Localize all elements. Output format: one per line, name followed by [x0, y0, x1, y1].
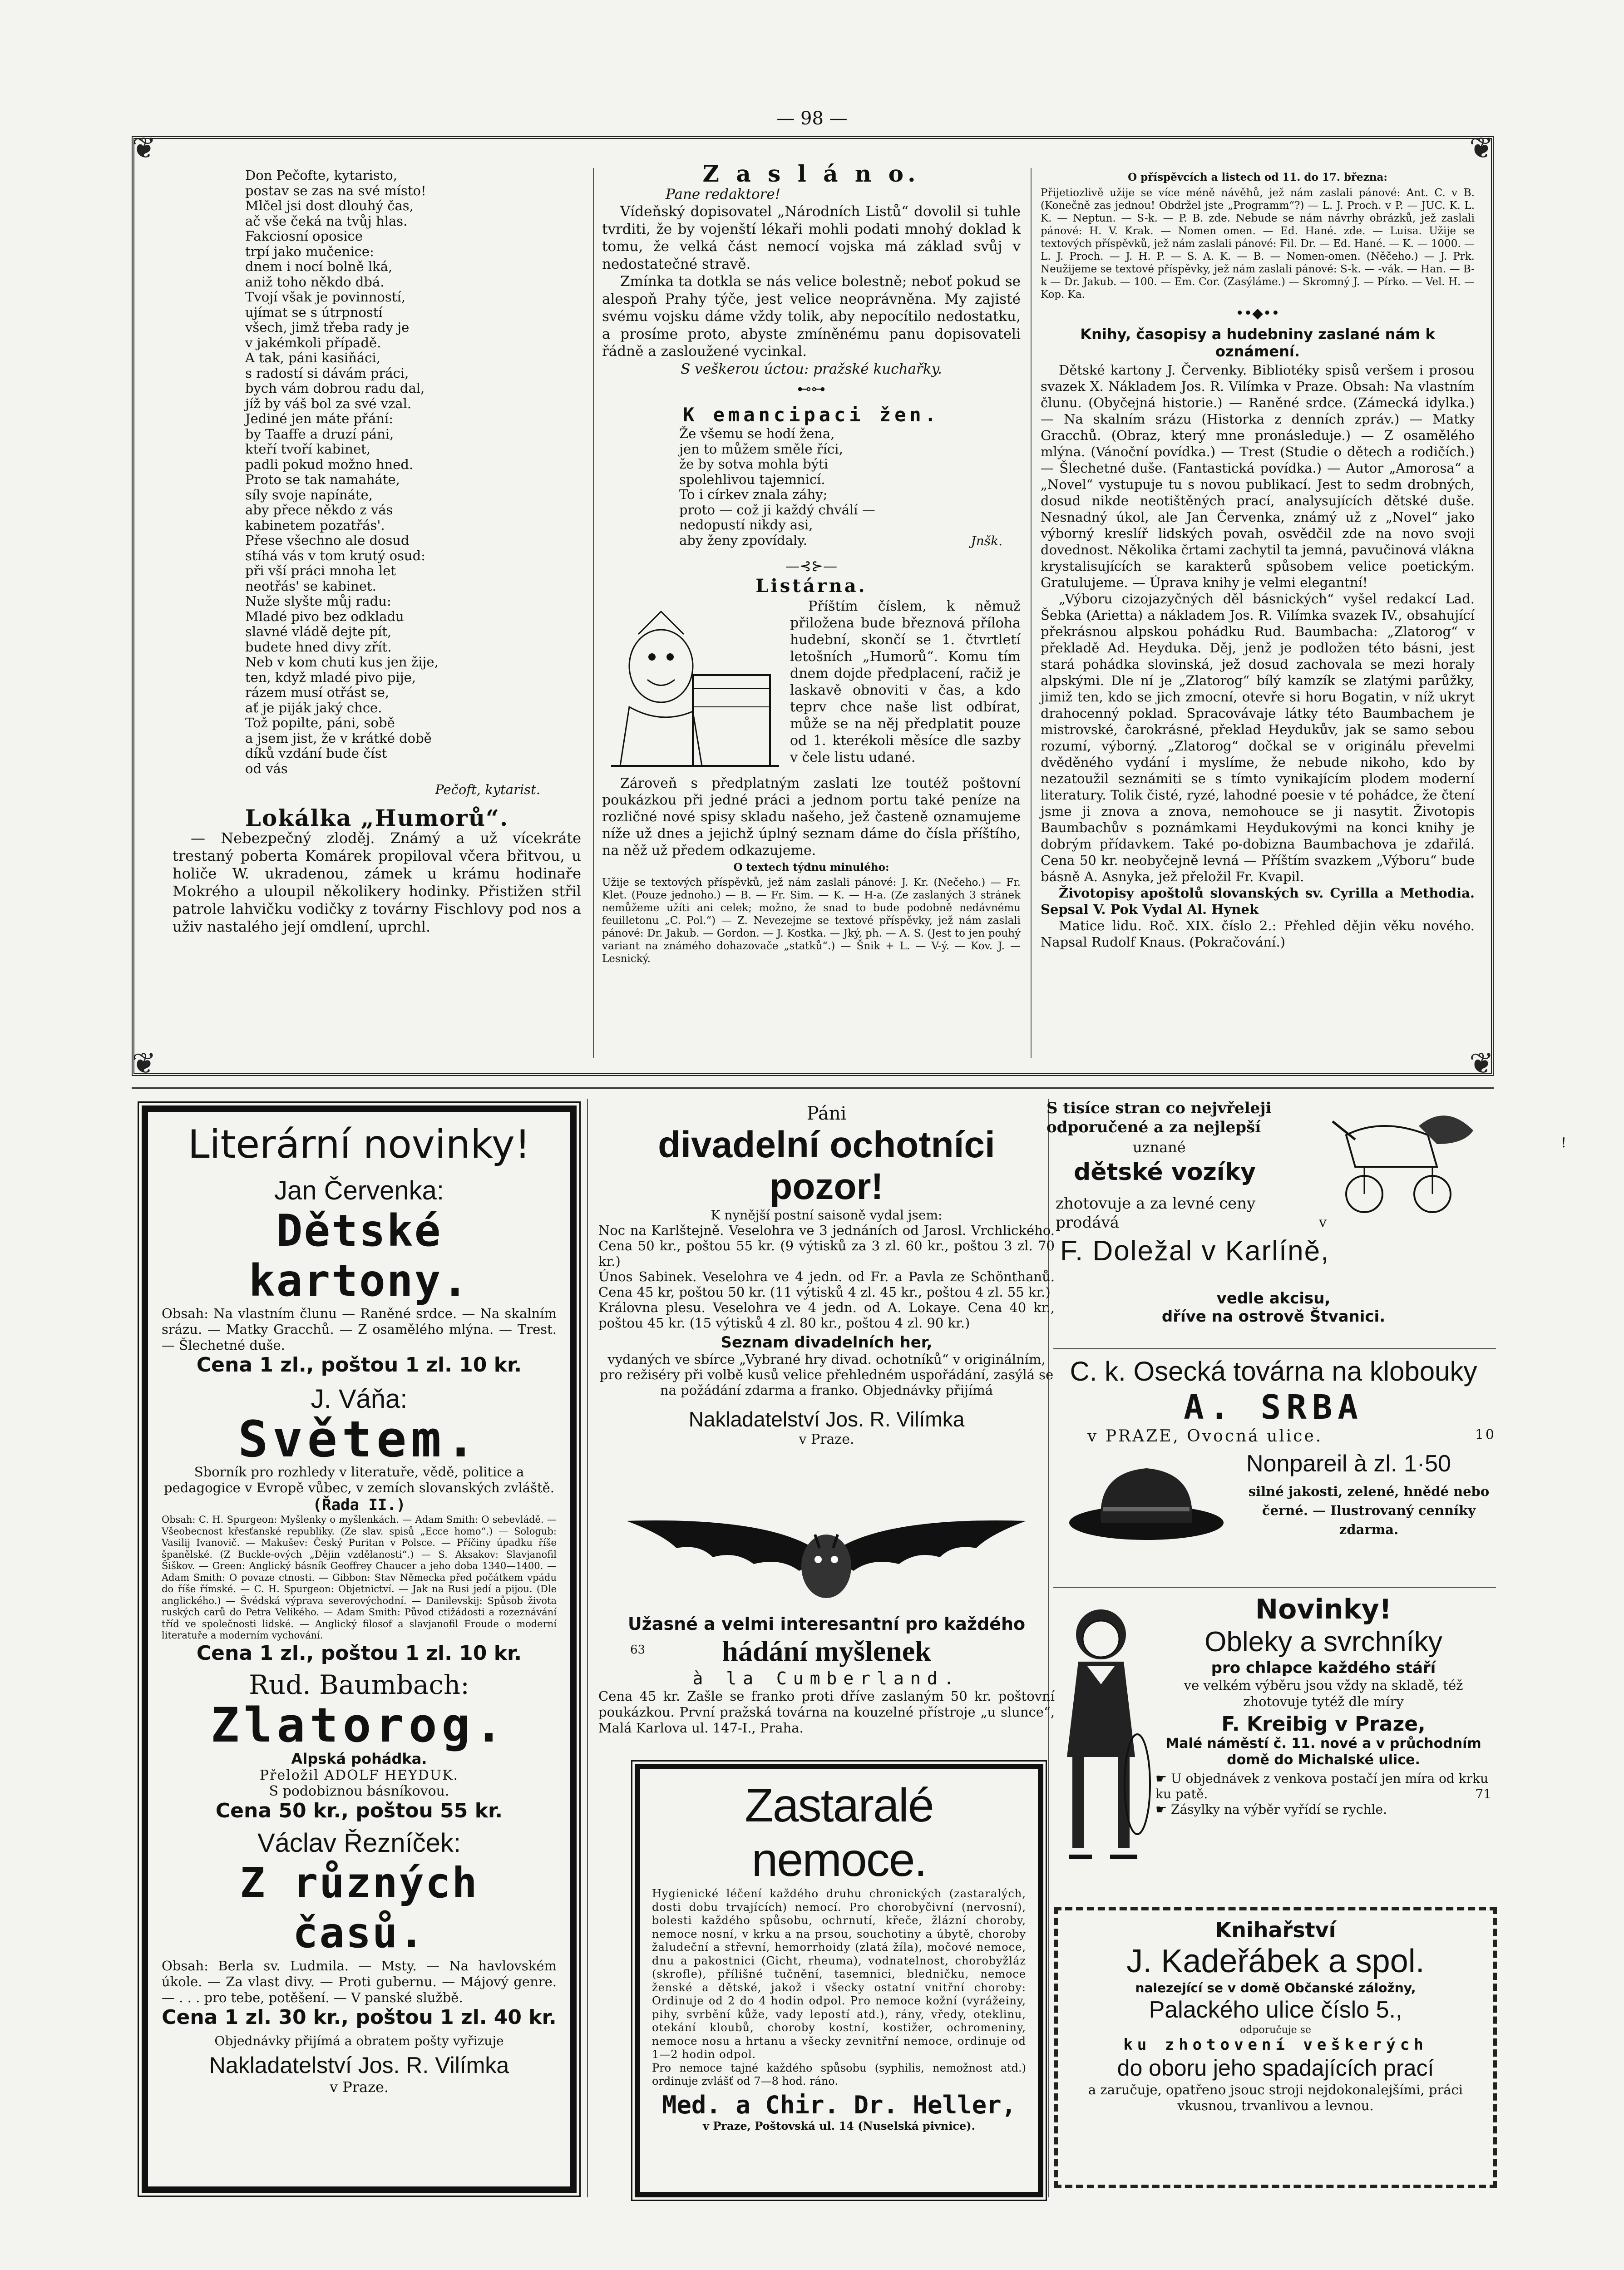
poem-line: že by sotva mohla býti	[679, 456, 829, 472]
vozik-name: F. Doležal v Karlíně,	[1060, 1235, 1330, 1267]
poem-line: ten, když mladé pivo pije,	[245, 669, 416, 685]
poem-line: neotřás' se kabinet.	[245, 578, 376, 594]
contrib-small: Přijetiozlivě užije se více méně návěhů, jež nám zaslali pánové: Ant. C. v B. (Konečně zas jednou! Obdržel jste „Programm“?) — L. J. Proch. v P. — JUC. K. L. K. — Neptun. — S-k. — P. B. zde. Nebude se nám návrhy obrázků, jež zaslali pánové: H. V. Krak. — Nomen omen. — Ed. Hané. zde. — Luisa. Užije se textových příspěvků, jež nám zaslali pánové: Fil. Dr. — Ed. Hané. — K. — 1000. — L. J. Proch. — J. H. P. — S. A. K. — B. — Nomen-omen. (Něčeho.) — J. Prk. Neužijeme se textové příspěvky, jež nám zaslali pánové: S-k. — -vák. — Han. — B-k — Dr. Jakub. — 100. — Em. Cor. (Zasýláme.) — Skromný J. — Pírko. — Vel. H. — Kop. Ka.	[1041, 187, 1475, 301]
horizontal-rule	[132, 1087, 1494, 1089]
book-contents: Obsah: C. H. Spurgeon: Myšlenky o myšlenkách. — Adam Smith: O sebevládě. — Všeobecnost křesťanské republiky. (Ze slav. spisů „Ecce homo“.) — Sologub: Vasilij Ivanovič. — Makušev: Český Puritan v Polsce. — Příčiny úpadku říše španělské. (Z Buckle-ových „Dějin vzdělanosti“.) — S. Aksakov: Slavjanofil Šiškov. — Green: Anglický básník Geoffrey Chaucer a jeho doba 1340—1400. — Adam Smith: O povaze ctnosti. — Gibbon: Stav Německa před počátkem vpádu do říše římské. — C. H. Spurgeon: Objetnictví. — Jak na Rusi jedí a pijou. (Dle anglického.) — Švédská výprava severovýchodní. — Danilevskij: Spůsob života ruských carů do Petra Velikého. — Adam Smith: Původ ctižádosti a rozeznávání tříd ve společnosti lidské. — Anglický filosof a slavjanofil Froude o moderní literatuře a moderním vychování.	[162, 1514, 557, 1641]
kreibig-l1: U objednávek z venkova postačí jen míra od krku ku patě.	[1155, 1771, 1489, 1801]
page-number: — 98 —	[776, 108, 848, 129]
ad-kreibig	[1046, 1594, 1501, 1898]
hand-pointer-icon: ☛	[1155, 1802, 1171, 1817]
ad-title: Zastaralé nemoce.	[745, 1779, 933, 1886]
kreibig-addr: Malé náměstí č. 11. nové a v průchodním domě do Michalské ulice.	[1165, 1736, 1481, 1768]
lokalka-text: — Nebezpečný zloděj. Známý a už vícekráte trestaný poberta Komárek propiloval včera břitvou, u holiče W. ukradenou, zámek u krámu hodinaře Mokrého a uloupil několikery hodinky. Přistižen střil patrole lahvičku vodičky z továrny Fischlovy pod nos a uživ nastalého její omdlení, uprchl.	[173, 829, 581, 935]
ad-separator	[1053, 1587, 1496, 1588]
book-price: Cena 1 zl., poštou 1 zl. 10 kr.	[196, 1641, 522, 1665]
poem-line: Že všemu se hodí žena,	[679, 426, 835, 441]
author-name: Jan Červenka:	[274, 1176, 444, 1205]
knihy-title: Knihy, časopisy a hudebniny zaslané nám k oznámení.	[1080, 326, 1435, 360]
knihy-p2: „Výboru cizojazyčných děl básnických“ vyšel redakcí Lad. Šebka (Arietta) a nákladem Jos. R. Vilímka svazek IV., obsahující překrásnou alpskou pohádku Rud. Baumbacha: „Zlatorog“ v překladě Ad. Heyduka. Děj, jenž je podložen této básni, jest stará pohádka slovinská, jež dosud zachovala se mezi horaly alpskými. Dle ní je „Zlatorog“ bílý kamzík se zlatými parůžky, jimiž ten, kdo se jich zmocní, otevře si horu Bogatin, v níž ukryt drahocenný poklad. Spracovávaje látky této Baumbachem je mistrovské, čarokrásné, překlad Heydukův, jak se samo sebou rozumí, výborný. „Zlatorog“ dočkal se v originálu převelmi dvěděného vydání i myslíme, že nebude nikoho, kdo by nezatoužil seznámiti se s tímto vynikajícím plodem moderní literatury. Tolik čisté, ryzé, lahodné poesie v té pohádce, že čtení jsme ji znova a znova, nemohouce se ji nasytit. Životopis Baumbachův s poznámkami Heydukovými na konci knihy je dobrým přídavkem. Také po-dobizna Baumbachova je zdařilá. Cena 50 kr. neobyčejně levná — Příštím svazkem „Výboru“ bude básně A. Asnyka, jež přeložil Fr. Kvapil.	[1041, 591, 1475, 884]
srba-addr-row	[1046, 1427, 1501, 1446]
vozik-title: dětské vozíky	[1074, 1159, 1256, 1186]
order-note: Objednávky přijímá a obratem pošty vyřizuje	[214, 2033, 504, 2048]
ad-title: Užasné a velmi interesantní pro každého	[627, 1614, 1026, 1634]
kreibig-num: 71	[1475, 1786, 1491, 1801]
poem-line: trpí jako mučenice:	[245, 243, 374, 259]
pram-illustration	[1328, 1108, 1491, 1217]
kreibig-sub: pro chlapce každého stáří	[1211, 1659, 1436, 1677]
poem-line: Tož popilte, páni, sobě	[245, 715, 395, 730]
srba-title: C. k. Osecká továrna na klobouky	[1070, 1356, 1477, 1387]
kreibig-name: F. Kreibig v Praze,	[1221, 1712, 1426, 1736]
zaslano-p2: Zmínka ta dotkla se nás velice bolestně; neboť pokud se alespoň Prahy týče, jest velice neoprávněna. My zajisté svému vojsku dáme vždy tolik, aby nepocítilo nedostatku, a prosíme proto, abyste zmíněnému panu dopisovateli řádně a zasloužené vycinkal.	[602, 273, 1021, 360]
poem-line: díků vzdání bude číst	[245, 745, 387, 761]
poem-line: by Taaffe a druzí páni,	[245, 426, 394, 442]
poem-line: budete hned divy zřít.	[245, 639, 392, 655]
corner-ornament: ❦	[1469, 132, 1494, 165]
ad-pani: Páni	[806, 1103, 847, 1124]
ad-body: Cena 45 kr. Zašle se franko proti dříve zaslaným 50 kr. poštovní poukázkou. První pražská továrna na kouzelné přístroje „u slunce“, Malá Karlova ul. 147-I., Praha.	[598, 1688, 1055, 1736]
poem-line: dnem i nocí bolně lká,	[245, 259, 393, 274]
section-title-lokalka: Lokálka „Humorů“.	[245, 804, 509, 831]
knihy-p3: Životopisy apoštolů slovanských sv. Cyrilla a Methodia. Sepsal V. Pok Vydal Al. Hynek	[1041, 885, 1475, 917]
corner-ornament: ❦	[1469, 1047, 1494, 1081]
divider-ornament: ••◆••	[1235, 305, 1280, 321]
margin-mark: !	[1561, 1135, 1567, 1151]
poem-line: aniž toho někdo dbá.	[245, 274, 385, 290]
ad-divadelni-ochotnici	[598, 1103, 1055, 1447]
poem-line: Fakciosní oposice	[245, 228, 363, 244]
poem-line: postav se zas na své místo!	[245, 183, 426, 198]
ad-sub: K nynější postní saisoně vydal jsem:	[711, 1208, 943, 1223]
ad-big: hádání myšlenek	[722, 1635, 931, 1667]
kreibig-note-row	[1155, 1771, 1491, 1802]
ad-detske-voziky	[1046, 1099, 1501, 1326]
kreibig-head: Novinky!	[1255, 1594, 1392, 1625]
poem-line: aby přece někdo z vás	[245, 502, 393, 518]
doctor-name: Med. a Chir. Dr. Heller,	[661, 2090, 1017, 2119]
knih-rec: odporučuje se	[1240, 2024, 1311, 2036]
srba-addr: v PRAZE, Ovocná ulice.	[1087, 1427, 1323, 1446]
ad-title: Literární novinky!	[188, 1122, 531, 1167]
poem-line: rázem musí otřást se,	[245, 685, 390, 700]
poem-line: všech, jimž třeba rady je	[245, 320, 410, 335]
hat-illustration	[1065, 1455, 1228, 1545]
section-title-zaslano: Z a s l á n o.	[702, 160, 920, 187]
poem-line: Mladé pivo bez odkladu	[245, 608, 404, 624]
poem-signature: Pečoft, kytarist.	[435, 782, 540, 797]
column-1	[173, 168, 581, 936]
poem-line: padli pokud možno hned.	[245, 456, 414, 472]
section-title-emancipace: K emancipaci žen.	[683, 403, 940, 426]
book-title: Dětské kartony.	[248, 1205, 470, 1306]
poem-line: jen to můžem směle říci,	[679, 441, 843, 457]
divider-ornament: —⊰⊱—	[785, 558, 837, 574]
poem-line: ať je piják jaký chce.	[245, 700, 382, 716]
zaslano-p1: Vídeňský dopisovatel „Národních Listů“ dovolil si tuhle tvrditi, že by vojenští lékaři mohli podati mnohý doklad k tomu, že velká část nemocí vojska má základ svůj v nedostatečné stravě.	[602, 203, 1021, 272]
listarna-p2: Zároveň s předplatným zaslati lze toutéž poštovní poukázkou při jedné práci a jednom portu také peníze na rozličné nové spisy skladu našeho, jež časteně oznamujeme níže už dnes a jejichž úplný seznam dáme do čísla příštího, na něž už předem odkazujeme.	[602, 775, 1021, 859]
listarna-illustration	[602, 598, 784, 775]
knih-addr: Palackého ulice číslo 5.,	[1149, 1997, 1402, 2023]
section-title-listarna: Listárna.	[755, 575, 867, 597]
publisher-name: Nakladatelství Jos. R. Vilímka	[209, 2052, 509, 2078]
publisher-city: v Praze.	[799, 1431, 854, 1447]
contrib-head: O příspěvcích a listech od 11. do 17. března:	[1128, 171, 1387, 183]
book-series: (Řada II.)	[312, 1496, 406, 1514]
listarna-small: Užije se textových příspěvků, jež nám zaslali pánové: J. Kr. (Nečeho.) — Fr. Klet. (Pouze jednoho.) — B. — Fr. Sim. — K. — H-a. (Ze zaslaných 3 stránek nemůžeme užíti ani celek; možno, že snad to bude podobně nedávnému feuilletonu „C. Pol.“) — Z. Nevezejme se textové příspěvky, jež nám zaslali pánové: Dr. Jakub. — Gordon. — J. Kostka. — Jký, ph. — A. S. (Jest to jen pouhý variant na známého dohazovače „statků“.) — Šnik + L. — V-ý. — Kov. J. — Lesnický.	[602, 877, 1021, 965]
book-title: Zlatorog.	[211, 1697, 508, 1753]
play-item: Únos Sabinek. Veselohra ve 4 jedn. od Fr. a Pavla ze Schönthanů. Cena 45 kr, poštou 50 kr. (11 výtisků 4 zl. 45 kr., poštou 4 zl. 55 kr.)	[598, 1269, 1055, 1300]
poem-line: aby ženy zpovídaly.	[679, 532, 808, 548]
ad-sub: à la Cumberland.	[692, 1668, 961, 1688]
bat-illustration	[608, 1507, 1044, 1612]
divider-ornament: ⊷⊶	[797, 381, 825, 397]
poem-line: nedopustí nikdy asi,	[679, 517, 813, 533]
poem-line: Don Pečofte, kytaristo,	[245, 168, 397, 183]
poem-line: bych vám dobrou radu dal,	[245, 380, 425, 396]
book-subtitle: Alpská pohádka.	[291, 1750, 427, 1767]
listarna-sub: O textech týdnu minulého:	[733, 861, 889, 873]
doctor-address: v Praze, Poštovská ul. 14 (Nuselská pivnice).	[703, 2119, 975, 2132]
poem-line: A tak, páni kasiňáci,	[245, 350, 380, 365]
ad-srba-klobouky	[1046, 1355, 1501, 1550]
listarna-p1: Příštím číslem, k němuž přiložena bude březnová příloha hudební, skončí se 1. čtvrtletí letošních „Humorů“. Komu tím dnem dojde předplacení, račiž je laskavě obnoviti v čas, a kdo teprv chce naše list odbírat, může se na něj předplatit pouze od 1. kterékoli měsíce dle sazby v čele listu udané.	[790, 598, 1021, 765]
ad-title: divadelní ochotníci pozor!	[658, 1124, 995, 1207]
book-title: Z různých časů.	[240, 1858, 479, 1957]
poem-line: Proto se tak namaháte,	[245, 472, 400, 487]
poem-pecoft	[245, 168, 581, 776]
ad-knihar-kaderabek	[1054, 1907, 1497, 2188]
poem-line: kteří tvoří kabinet,	[245, 441, 371, 457]
srba-body: silné jakosti, zelené, hnědé nebo černé. — Ilustrovaný cenníky zdarma.	[1248, 1484, 1490, 1537]
knih-l1: ku zhotovení veškerých	[1123, 2036, 1428, 2054]
poem-line: Nuže slyšte můj radu:	[245, 593, 391, 609]
vozik-l7: dříve na ostrově Štvanici.	[1161, 1308, 1386, 1326]
book-translator: Přeložil ADOLF HEYDUK.	[259, 1767, 459, 1783]
poem-line: ač vše čeká na tvůj hlas.	[245, 213, 408, 229]
srba-num: 10	[1475, 1427, 1496, 1443]
poem-line: od vás	[245, 760, 288, 776]
column-rule	[587, 1099, 588, 2197]
kreibig-l2: Zásylky na výběr vyřídí se rychle.	[1171, 1802, 1387, 1817]
vozik-v: v	[1319, 1214, 1327, 1230]
poem-line: síly svoje napínáte,	[245, 487, 373, 503]
poem-line: Mlčel jsi dost dlouhý čas,	[245, 198, 414, 213]
emancipace-signature: Jnšk.	[971, 533, 1002, 548]
play-item: Královna plesu. Veselohra ve 4 jedn. od A. Lokaye. Cena 40 kr., poštou 45 kr. (15 výtisků 4 zl. 80 kr., poštou 4 zl. 90 kr.)	[598, 1300, 1055, 1331]
zaslano-salute: Pane redaktore!	[666, 186, 781, 202]
play-item: Noc na Karlštejně. Veselohra ve 3 jednáních od Jarosl. Vrchlického. Cena 50 kr., poštou 55 kr. (9 výtisků za 3 zl. 60 kr., poštou 3 zl. 70 kr.)	[598, 1223, 1055, 1269]
poem-line: Přese všechno ale dosud	[245, 533, 410, 548]
ad-literarni-novinky	[142, 1105, 577, 2193]
hand-pointer-icon: ☛	[1155, 1771, 1171, 1786]
column-2	[602, 160, 1021, 965]
poem-line: Tvojí však je povinností,	[245, 289, 405, 305]
book-price: Cena 50 kr., poštou 55 kr.	[215, 1799, 503, 1822]
poem-line: stíhá vás v tom krutý osud:	[245, 548, 425, 563]
poem-line: Jediné jen máte přání:	[245, 411, 393, 426]
poem-line: slavné vládě dejte pít,	[245, 624, 392, 639]
knih-sub: nalezející se v domě Občanské záložny,	[1135, 1980, 1416, 1995]
ad-separator	[1053, 1348, 1496, 1349]
vozik-l6: vedle akcisu,	[1216, 1289, 1331, 1308]
poem-line: spolehlivou tajemnicí.	[679, 471, 825, 487]
knihy-p1: Dětské kartony J. Červenky. Bibliotéky spisů veršem i prosou svazek X. Nákladem Jos. R. Vilímka v Praze. Obsah: Na vlastním člunu. (Obyčejná historie.) — Raněné srdce. (Zámecká idylka.) — Na skalním srázu (Historka z denních zpráv.) — Matky Gracchů. (Obraz, který mne pronásleduje.) — Z osamělého mlýna. (Vánoční povídka.) — Trest (Studie o dětech a rodičích.) — Šlechetné duše. (Fantastická povídka.) — Autor „Amorosa“ a „Novel“ vystupuje tu s novou publikací. Jest to sedm drobných, dosud nikde neotištěných prací, analysujících dětské duše. Nesnadný úkol, ale Jan Červenka, známý už z „Novel“ jako výborný kreslíř lidských povah, osvědčil zde na novo svoji dovednost. Několika črtami zachytil ta jemná, pavučinová vlákna krystalisujících se karakterů spůsobem velice poetickým. Gratulujeme. — Úprava knihy je velmi elegantní!	[1041, 362, 1475, 590]
author-name: J. Váňa:	[311, 1384, 408, 1414]
kreibig-title: Obleky a svrchníky	[1204, 1626, 1442, 1658]
knih-head: Knihařství	[1215, 1918, 1336, 1942]
book-contents: Obsah: Na vlastním člunu — Raněné srdce. — Na skalním srázu. — Matky Gracchů. — Z osamělého mlýna. — Trest. — Šlechetné duše.	[162, 1306, 557, 1353]
poem-line: s radostí si dávám práci,	[245, 365, 409, 381]
book-note: S podobiznou básníkovou.	[269, 1783, 449, 1799]
poem-line: při vší práci mnoha let	[245, 563, 396, 578]
author-name: Rud. Baumbach:	[249, 1669, 469, 1700]
column-rule	[593, 168, 594, 1058]
book-description: Sborník pro rozhledy v literatuře, vědě, politice a pedagogice v Evropě vůbec, v zemích slovanských zvláště.	[164, 1464, 554, 1495]
ad-hadani-myslenek	[598, 1614, 1055, 1736]
zaslano-signature: S veškerou úctou: pražské kuchařky.	[681, 360, 942, 377]
knihy-p4: Matice lidu. Roč. XIX. číslo 2.: Přehled dějin věku nového. Napsal Rudolf Knaus. (Pokračování.)	[1041, 918, 1475, 950]
poem-line: a jsem jist, že v krátké době	[245, 730, 432, 746]
book-contents: Obsah: Berla sv. Ludmila. — Msty. — Na havlovském úkole. — Za vlast divy. — Proti gubernu. — Májový genre. — . . . pro tebe, potěšení. — V panské službě.	[162, 1958, 557, 2005]
poem-line: Neb v kom chuti kus jen žije,	[245, 654, 439, 670]
boy-illustration	[1051, 1594, 1151, 1893]
ad-body: Hygienické léčení každého druhu chronických (zastaralých, dosti dobu trvajících) nemocí. Pro chorobyčivní (nervosní), bolesti každého spůsobu, ochrnutí, křeče, žlázní choroby, nemoce nosní, v krku a na prsou, souchotiny a úbytě, choroby žaludeční a střevní, hemorrhoidy (zlatá žíla), močové nemoce, dnu a pakostnici (Gicht, rheuma), vodnatelnost, chorobyžláz (skrofle), přílišné tučnění, tasemnici, bledničku, nemoce ženské a dětské, jakož i všecky ostatní vnitřní choroby: Ordinuje od 2 do 4 hodin odpol. Pro nemoce kožní (vyrážeiny, pihy, svrbění kůže, vady lepostí atd.), rány, vředy, oteklinu, otekání kloubů, choroby kostní, kostižer, ochromeniny, nemoce nosu a hrtanu a všecky zevnitřní nemoce, ordinuje od 1—2 hodin odpol.	[652, 1887, 1026, 2061]
seznam-title: Seznam divadelních her,	[721, 1333, 933, 1352]
column-rule	[1031, 168, 1032, 1058]
corner-ornament: ❦	[132, 132, 156, 165]
srba-name: A. SRBA	[1184, 1388, 1363, 1427]
poem-line: jíž by váš bol za své vzal.	[245, 395, 412, 411]
ad-tajne: Pro nemoce tajné každého spůsobu (syphilis, nemožnost atd.) ordinuje zvlášť od 7—8 hod. ráno.	[652, 2061, 1026, 2087]
vozik-l2: uznané	[1133, 1139, 1186, 1156]
poem-line: kabinetem pozatřás'.	[245, 517, 385, 533]
ad-number: 63	[630, 1643, 646, 1657]
publisher-city: v Praze.	[329, 2078, 389, 2096]
corner-ornament: ❦	[132, 1047, 156, 1081]
poem-line: To i církev znala záhy;	[679, 487, 828, 502]
poem-line: v jakémkoli případě.	[245, 335, 381, 350]
knih-l3: a zaručuje, opatřeno jsouc stroji nejdokonalejšími, práci vkusnou, trvanlivou a levnou.	[1088, 2082, 1463, 2113]
knih-name: J. Kadeřábek a spol.	[1126, 1943, 1425, 1979]
vozik-l4: zhotovuje a za levné ceny prodává	[1056, 1194, 1256, 1232]
srba-price: Nonpareil à zl. 1·50	[1246, 1451, 1451, 1477]
ad-zastarale-nemoce	[635, 1764, 1043, 2197]
seznam-body: vydaných ve sbírce „Vybrané hry divad. ochotníků“ v originálním, pro režiséry při volbě kusů velice přehledném uspořádání, zasýlá se na požádání zdarma a franko. Objednávky přijímá	[599, 1352, 1054, 1398]
poem-line: ujímat se s útrpností	[245, 304, 383, 320]
publisher-name: Nakladatelství Jos. R. Vilímka	[688, 1407, 965, 1431]
play-list	[598, 1223, 1055, 1331]
poem-emancipace	[679, 426, 1021, 548]
book-price: Cena 1 zl. 30 kr., poštou 1 zl. 40 kr.	[162, 2005, 557, 2029]
book-title: Světem.	[238, 1410, 480, 1468]
vozik-l1: S tisíce stran co nejvřeleji odporučené a za nejlepší	[1046, 1099, 1272, 1136]
kreibig-body: ve velkém výběru jsou vždy na skladě, též zhotovuje tytéž dle míry	[1184, 1678, 1463, 1709]
book-price: Cena 1 zl., poštou 1 zl. 10 kr.	[196, 1353, 522, 1377]
poem-line: proto — což ji každý chválí —	[679, 502, 875, 518]
knih-l2: do oboru jeho spadajících prací	[1117, 2055, 1434, 2081]
author-name: Václav Řezníček:	[257, 1828, 461, 1858]
column-3	[1041, 169, 1475, 950]
